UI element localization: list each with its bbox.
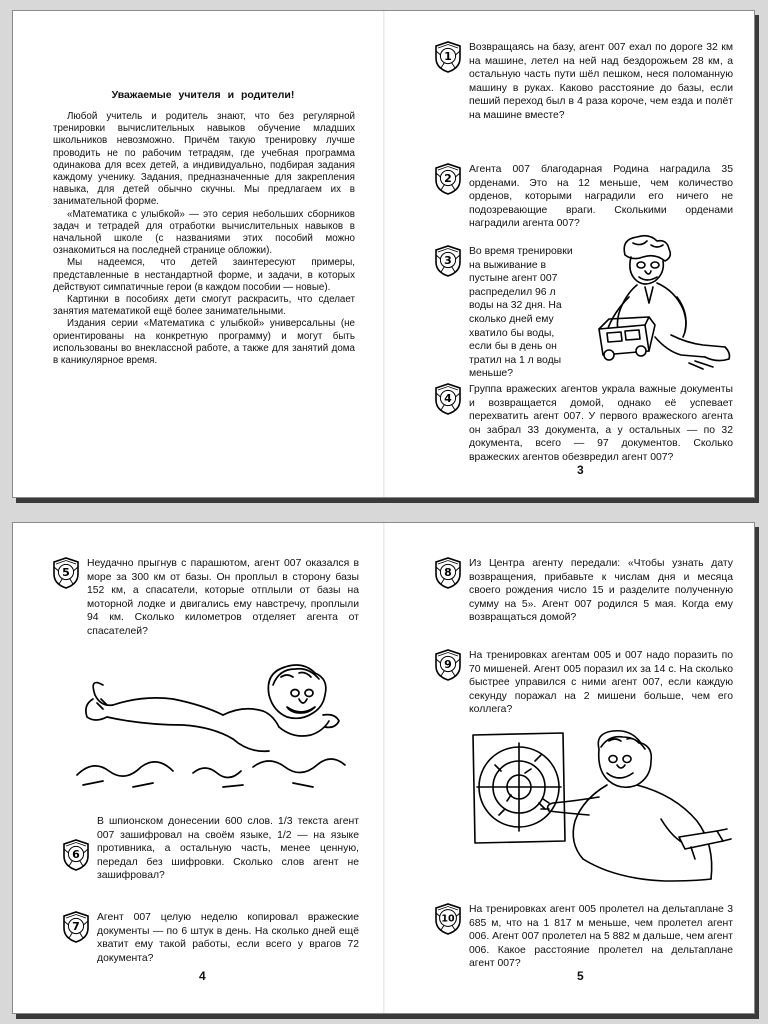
task-text: На тренировках агентам 005 и 007 надо поразить по 70 мишеней. Агент 005 поразил их за 14 с. На сколько быстрее управился с ними агент 007, если каждую секунду поражал на 2 мишени больше, чем его коллега? <box>469 650 733 716</box>
intro-paragraph: Картинки в пособиях дети смогут раскрасить, что сделает занятия математикой ещё более занимательными. <box>53 294 355 318</box>
task-10 <box>433 903 733 969</box>
task-5 <box>51 557 359 641</box>
svg-text:9: 9 <box>444 658 452 671</box>
page-intro <box>13 11 383 497</box>
task-text: Из Центра агенту передали: «Чтобы узнать дату возвращения, прибавьте к числам дня и месяца своего рождения число 15 и разделите полученную сумму на 5». Агент 007 родился 5 мая. Когда ему возвращаться домой? <box>469 558 733 624</box>
task-text: На тренировках агент 005 пролетел на дельтаплане 3 685 м, что на 1 817 м меньше, чем пролетел агент 006. Агент 007 пролетел на 5 882 м дальше, чем агент 006. Какое расстояние пролетел на дельтаплане агент 007? <box>469 904 733 970</box>
task-6 <box>61 815 359 885</box>
agent-carrying-car-illustration <box>585 233 735 373</box>
svg-text:2: 2 <box>444 172 452 185</box>
numbered-shield-icon <box>433 41 463 73</box>
task-text: Группа вражеских агентов украла важные документы и возвращается домой, однако её успевает перехватить агент 007. У первого вражеского агента он забрал 33 документа, а у остальных — по 32 документа, всего — 97 документов. Сколько вражеских агентов обезвредил агент 007? <box>469 384 733 463</box>
task-8 <box>433 557 733 623</box>
task-9 <box>433 649 733 715</box>
task-text: Агент 007 целую неделю копировал вражеские документы — по 6 штук в день. На сколько дней ещё хватит ему такой работы, если всего у врагов 72 документа? <box>97 912 359 964</box>
svg-text:1: 1 <box>444 50 452 63</box>
task-1 <box>433 41 733 133</box>
intro-paragraph: Мы надеемся, что детей заинтересуют примеры, представленные в нестандартной форме, и задачи, в которых действуют симпатичные герои (в каждом пособии — новые). <box>53 257 355 293</box>
page-5 <box>385 523 754 1013</box>
intro-paragraph: «Математика с улыбкой» — это серия небольших сборников задач и тетрадей для отработки вычислительных навыков в начальной школе (с названиями этих пособий можно ознакомиться на последней странице обложки). <box>53 208 355 257</box>
svg-text:3: 3 <box>444 254 452 267</box>
task-text: Во время тренировки на выживание в пустыне агент 007 распределил 96 л воды на 32 дня. На сколько дней ему хватило бы воды, если бы в день он тратил на 1 л воды меньше? <box>469 246 573 380</box>
intro-title: Уважаемые учителя и родители! <box>111 89 295 101</box>
spread-top <box>12 10 755 498</box>
task-text: В шпионском донесении 600 слов. 1/3 текста агент 007 зашифровал на своём языке, 1/2 — на языке противника, а остальную часть, менее ценную, передал без шифровки. Сколько слов агент не зашифровал? <box>97 816 359 882</box>
intro-paragraph: Любой учитель и родитель знают, что без регулярной тренировки вычислительных навыков обучение младших школьников невозможно. Причём такую тренировку лучше проводить не по рабочим тетрадям, где учебная программа одинакова для всех детей, а индивидуально, подбирая задания каждому ученику. Задания, предназначенные для закрепления навыка, для детей обычно скучны. Мы предлагаем их в занимательной форме. <box>53 111 355 208</box>
numbered-shield-icon <box>433 557 463 589</box>
page-3 <box>385 11 754 497</box>
svg-text:5: 5 <box>62 566 70 579</box>
numbered-shield-icon <box>61 911 91 943</box>
numbered-shield-icon <box>51 557 81 589</box>
intro-body <box>53 111 355 367</box>
page-4 <box>13 523 383 1013</box>
numbered-shield-icon <box>433 903 463 935</box>
task-2 <box>433 163 733 229</box>
task-text: Неудачно прыгнув с парашютом, агент 007 оказался в море за 300 км от базы. Он проплыл в сторону базы 152 км, а спасатели, которые отплыли от базы на моторной лодке и двигались ему навстречу, проплыли 94 км. Сколько километров отделяет агента от спасателей? <box>87 558 359 637</box>
svg-text:10: 10 <box>441 913 455 925</box>
task-4 <box>433 383 733 463</box>
numbered-shield-icon <box>433 649 463 681</box>
intro-paragraph: Издания серии «Математика с улыбкой» универсальны (не ориентированы на конкретную программу) и могут быть использованы во внеклассной работе, а также для занятий дома в каникулярное время. <box>53 318 355 367</box>
svg-text:4: 4 <box>444 392 452 405</box>
svg-text:8: 8 <box>444 566 452 579</box>
task-3 <box>433 245 573 380</box>
svg-text:7: 7 <box>72 920 80 933</box>
numbered-shield-icon <box>433 245 463 277</box>
page-number: 5 <box>577 969 584 983</box>
numbered-shield-icon <box>433 163 463 195</box>
agent-swimming-illustration <box>73 655 353 795</box>
spread-bottom <box>12 522 755 1014</box>
task-text: Возвращаясь на базу, агент 007 ехал по дороге 32 км на машине, летел на ней над бездорожьем 28 км, а остальную часть пути шёл пешком, неся поломанную машину в руках. Каково расстояние до базы, если пеший переход был в 4 раза короче, чем езда и полёт на машине вместе? <box>469 42 733 121</box>
task-7 <box>61 911 359 971</box>
svg-text:6: 6 <box>72 848 80 861</box>
numbered-shield-icon <box>61 839 91 871</box>
agent-target-practice-illustration <box>465 729 735 893</box>
page-number: 4 <box>199 969 206 983</box>
page-number: 3 <box>577 463 584 477</box>
task-text: Агента 007 благодарная Родина наградила 35 орденами. Это на 12 меньше, чем количество орденов, которыми наградили его ничего не подозревающие враги. Сколькими орденами наградили агента 007? <box>469 164 733 230</box>
numbered-shield-icon <box>433 383 463 415</box>
